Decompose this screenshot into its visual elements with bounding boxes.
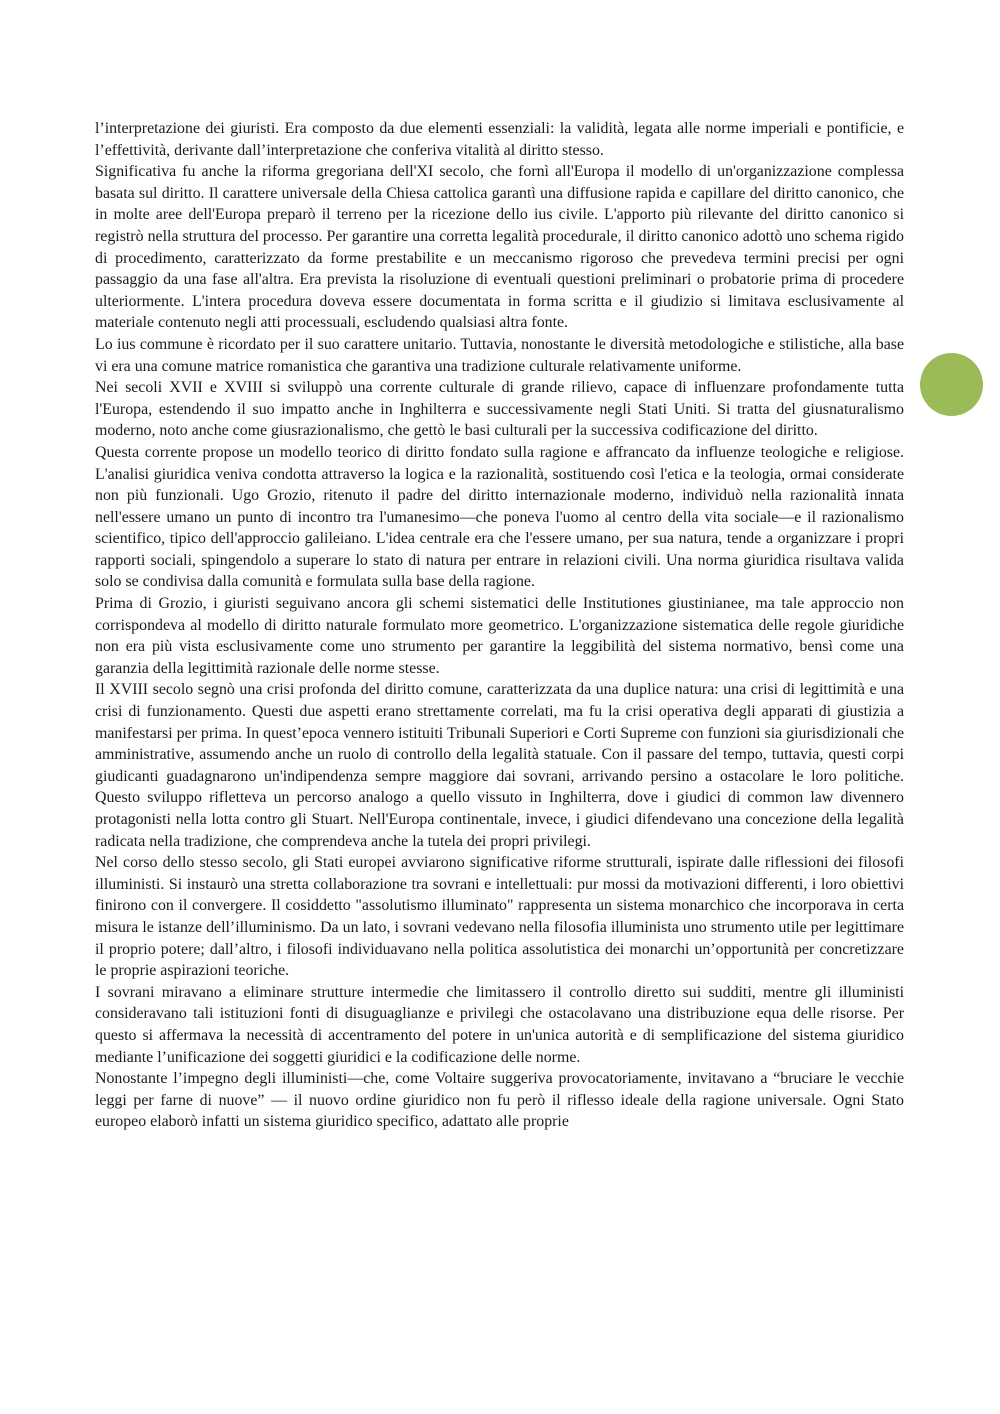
paragraph: Prima di Grozio, i giuristi seguivano ancora gli schemi sistematici delle Institutiones giustinianee, ma tale approccio non corrispondeva al modello di diritto naturale formulato more geometrico. L'organizzazione sistematica delle regole giuridiche non era più vista esclusivamente come uno strumento per garantire la leggibilità del sistema normativo, bensì come una garanzia della legittimità razionale delle norme stesse. bbox=[95, 595, 904, 677]
paragraph: Significativa fu anche la riforma gregoriana dell'XI secolo, che fornì all'Europa il modello di un'organizzazione complessa basata sul diritto. Il carattere universale della Chiesa cattolica garantì una diffusione rapida e capillare del diritto canonico, che in molte aree dell'Europa preparò il terreno per la ricezione dello ius civile. L'apporto più rilevante del diritto canonico si registrò nella struttura del processo. Per garantire una corretta legalità procedurale, il diritto canonico adottò uno schema rigido di procedimento, caratterizzato da forme prestabilite e un meccanismo rigoroso che prevedeva termini precisi per ogni passaggio da una fase all'altra. Era prevista la risoluzione di eventuali questioni preliminari o probatorie prima di procedere ulteriormente. L'intera procedura doveva essere documentata in forma scritta e il giudizio si limitava esclusivamente al materiale contenuto negli atti processuali, escludendo qualsiasi altra fonte. bbox=[95, 163, 904, 332]
green-circle-decoration bbox=[920, 353, 983, 416]
paragraph: Il XVIII secolo segnò una crisi profonda del diritto comune, caratterizzata da una duplice natura: una crisi di legittimità e una crisi di funzionamento. Questi due aspetti erano strettamente correlati, ma fu la crisi operativa degli apparati di giustizia a manifestarsi per prima. In quest’epoca vennero istituiti Tribunali Superiori e Corti Supreme con funzioni sia giurisdizionali che amministrative, assumendo anche un ruolo di controllo della legalità statuale. Con il passare del tempo, tuttavia, questi corpi giudicanti guadagnarono un'indipendenza sempre maggiore dai sovrani, arrivando persino a ostacolare le loro politiche. Questo sviluppo rifletteva un percorso analogo a quello vissuto in Inghilterra, dove i giudici di common law divennero protagonisti nella lotta contro gli Stuart. Nell'Europa continentale, invece, i giudici difendevano una concezione della legalità radicata nella tradizione, che comprendeva anche la tutela dei propri privilegi. bbox=[95, 681, 904, 850]
paragraph: Nel corso dello stesso secolo, gli Stati europei avviarono significative riforme strutturali, ispirate dalle riflessioni dei filosofi illuministi. Si instaurò una stretta collaborazione tra sovrani e intellettuali: pur mossi da motivazioni differenti, i loro obiettivi finirono con il convergere. Il cosiddetto "assolutismo illuminato" rappresenta un sistema monarchico che incorporava in certa misura le istanze dell’illuminismo. Da un lato, i sovrani vedevano nella filosofia illuminista uno strumento utile per legittimare il proprio potere; dall’altro, i filosofi individuavano nella politica assolutistica dei monarchi un’opportunità per concretizzare le proprie aspirazioni teoriche. bbox=[95, 854, 904, 980]
paragraph: l’interpretazione dei giuristi. Era composto da due elementi essenziali: la validità, legata alle norme imperiali e pontificie, e l’effettività, derivante dall’interpretazione che conferiva vitalità al diritto stesso. bbox=[95, 120, 904, 159]
paragraph: Nonostante l’impegno degli illuministi—che, come Voltaire suggeriva provocatoriamente, invitavano a “bruciare le vecchie leggi per farne di nuove” — il nuovo ordine giuridico non fu però il riflesso ideale della ragione universale. Ogni Stato europeo elaborò infatti un sistema giuridico specifico, adattato alle proprie bbox=[95, 1070, 904, 1131]
paragraph: I sovrani miravano a eliminare strutture intermedie che limitassero il controllo diretto sui sudditi, mentre gli illuministi consideravano tali istituzioni fonti di disuguaglianze e privilegi che ostacolavano una distribuzione equa delle risorse. Per questo si affermava la necessità di accentramento del potere in un'unica autorità e di semplificazione del sistema giuridico mediante l’unificazione dei soggetti giuridici e la codificazione delle norme. bbox=[95, 983, 904, 1066]
paragraph: Questa corrente propose un modello teorico di diritto fondato sulla ragione e affrancato da influenze teologiche e religiose. L'analisi giuridica veniva condotta attraverso la logica e la razionalità, sostituendo così l'etica e la teologia, ormai considerate non più funzionali. Ugo Grozio, ritenuto il padre del diritto internazionale moderno, individuò nella razionalità innata nell'essere umano un punto di incontro tra l'umanesimo—che poneva l'uomo al centro della vita sociale—e il razionalismo scientifico, tipico dell'approccio galileiano. L'idea centrale era che l'essere umano, per sua natura, tende a organizzare i propri rapporti sociali, spingendolo a superare lo stato di natura per entrare in relazioni civili. Una norma giuridica risultava valida solo se condivisa dalla comunità e formulata sulla base della ragione. bbox=[95, 443, 904, 591]
paragraph: Nei secoli XVII e XVIII si sviluppò una corrente culturale di grande rilievo, capace di influenzare profondamente tutta l'Europa, estendendo il suo impatto anche in Inghilterra e successivamente negli Stati Uniti. Si tratta del giusnaturalismo moderno, noto anche come giusrazionalismo, che gettò le basi culturali per la successiva codificazione del diritto. bbox=[95, 379, 904, 440]
document-body bbox=[95, 118, 904, 1133]
paragraph: Lo ius commune è ricordato per il suo carattere unitario. Tuttavia, nonostante le diversità metodologiche e stilistiche, alla base vi era una comune matrice romanistica che garantiva una tradizione culturale relativamente uniforme. bbox=[95, 335, 904, 375]
